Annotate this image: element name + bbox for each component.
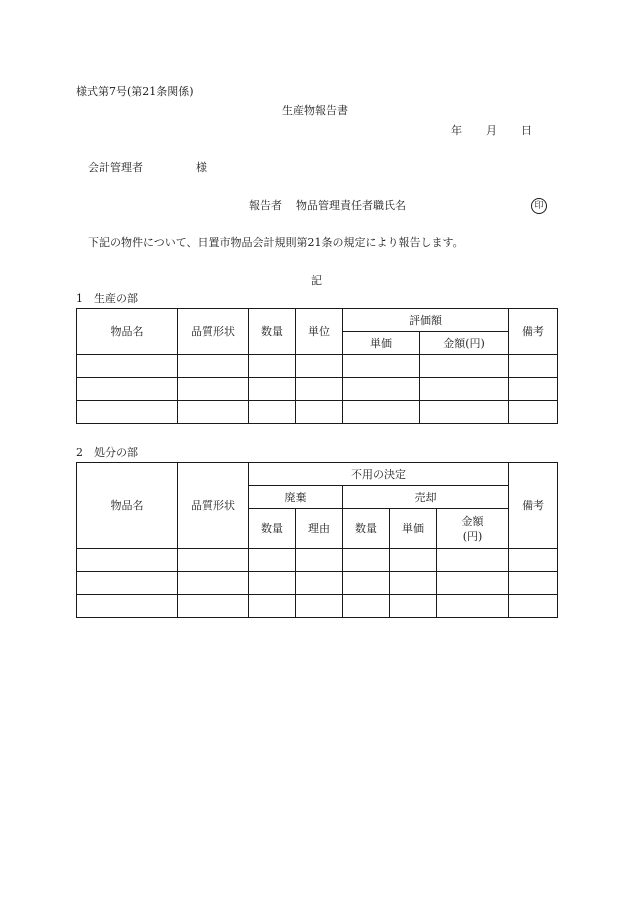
disposal-table: [76, 462, 558, 618]
date-year-label: 年: [451, 124, 462, 137]
header-remarks: 備考: [509, 463, 558, 549]
header-amount-line1: 金額: [461, 514, 484, 528]
table-cell[interactable]: [249, 549, 296, 572]
header-amount-line2: (円): [462, 529, 483, 543]
table-cell[interactable]: [178, 355, 249, 378]
table-cell[interactable]: [296, 401, 343, 424]
header-unit-price: 単価: [390, 509, 437, 549]
table-cell[interactable]: [296, 355, 343, 378]
header-sale-quantity: 数量: [343, 509, 390, 549]
table-cell[interactable]: [390, 549, 437, 572]
form-number: 様式第7号(第21条関係): [76, 85, 194, 98]
header-unit: 単位: [296, 309, 343, 355]
table-cell[interactable]: [343, 572, 390, 595]
table-cell[interactable]: [178, 595, 249, 618]
table-cell[interactable]: [296, 572, 343, 595]
table-cell[interactable]: [390, 572, 437, 595]
header-disposal-quantity: 数量: [249, 509, 296, 549]
header-item-name: 物品名: [77, 463, 178, 549]
header-quality: 品質形状: [178, 463, 249, 549]
addressee-name: 会計管理者: [88, 161, 143, 174]
table-cell[interactable]: [390, 595, 437, 618]
table-cell[interactable]: [249, 572, 296, 595]
date-day-label: 日: [521, 124, 532, 137]
table-cell[interactable]: [77, 378, 178, 401]
table-row: [77, 549, 558, 572]
header-sale: 売却: [343, 486, 509, 509]
header-quality: 品質形状: [178, 309, 249, 355]
header-remarks: 備考: [509, 309, 558, 355]
table-cell[interactable]: [509, 355, 558, 378]
table-row: [77, 378, 558, 401]
header-disposal-decision: 不用の決定: [249, 463, 509, 486]
table-cell[interactable]: [343, 378, 420, 401]
table-cell[interactable]: [77, 572, 178, 595]
table-cell[interactable]: [178, 549, 249, 572]
table-cell[interactable]: [249, 401, 296, 424]
table-cell[interactable]: [509, 378, 558, 401]
table-cell[interactable]: [77, 549, 178, 572]
header-amount: [437, 509, 509, 549]
table-cell[interactable]: [437, 572, 509, 595]
table-cell[interactable]: [77, 401, 178, 424]
note-heading: 記: [311, 274, 322, 287]
table-cell[interactable]: [420, 401, 509, 424]
reporter-label: 報告者: [249, 199, 282, 212]
header-valuation: 評価額: [343, 309, 509, 332]
table-cell[interactable]: [509, 572, 558, 595]
seal-mark: 印: [531, 198, 547, 214]
table-cell[interactable]: [296, 595, 343, 618]
section1-title: 1 生産の部: [76, 292, 138, 305]
table-cell[interactable]: [178, 401, 249, 424]
table-row: [77, 355, 558, 378]
header-quantity: 数量: [249, 309, 296, 355]
table-cell[interactable]: [343, 355, 420, 378]
table-cell[interactable]: [343, 549, 390, 572]
date-month-label: 月: [486, 124, 497, 137]
intro-text: 下記の物件について、日置市物品会計規則第21条の規定により報告します。: [88, 236, 464, 249]
table-cell[interactable]: [178, 378, 249, 401]
table-cell[interactable]: [437, 595, 509, 618]
production-table: [76, 308, 558, 424]
table-cell[interactable]: [249, 595, 296, 618]
header-disposal: 廃棄: [249, 486, 343, 509]
table-cell[interactable]: [420, 355, 509, 378]
table-cell[interactable]: [509, 549, 558, 572]
table-cell[interactable]: [77, 595, 178, 618]
table-row: [77, 401, 558, 424]
table-cell[interactable]: [249, 355, 296, 378]
document-title: 生産物報告書: [282, 104, 348, 117]
section2-title: 2 処分の部: [76, 446, 138, 459]
table-cell[interactable]: [343, 401, 420, 424]
table-row: [77, 572, 558, 595]
header-amount: 金額(円): [420, 332, 509, 355]
reporter-role: 物品管理責任者職氏名: [296, 199, 406, 212]
table-cell[interactable]: [420, 378, 509, 401]
table-cell[interactable]: [343, 595, 390, 618]
header-item-name: 物品名: [77, 309, 178, 355]
table-cell[interactable]: [509, 595, 558, 618]
addressee-honorific: 様: [196, 161, 207, 174]
table-cell[interactable]: [437, 549, 509, 572]
table-cell[interactable]: [178, 572, 249, 595]
table-cell[interactable]: [296, 549, 343, 572]
table-cell[interactable]: [77, 355, 178, 378]
header-unit-price: 単価: [343, 332, 420, 355]
table-cell[interactable]: [296, 378, 343, 401]
table-cell[interactable]: [249, 378, 296, 401]
table-cell[interactable]: [509, 401, 558, 424]
table-row: [77, 595, 558, 618]
header-reason: 理由: [296, 509, 343, 549]
